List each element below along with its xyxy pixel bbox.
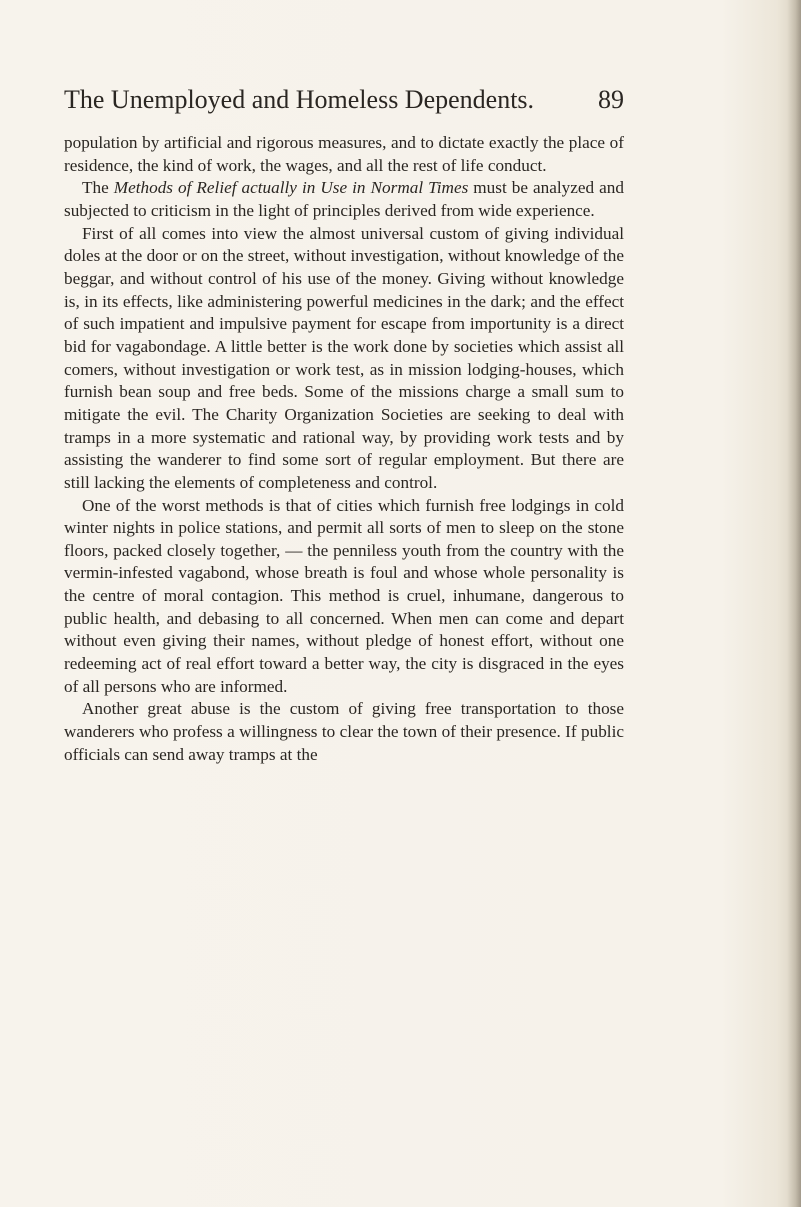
paragraph-4: One of the worst methods is that of cities which furnish free lodgings in cold winter nights in police stations, and permit all sorts of men to sleep on the stone floors, packed closely together, — the penniless youth from the country with the vermin-infested vagabond, whose breath is foul and whose whole personality is the centre of moral contagion. This method is cruel, inhumane, dangerous to public health, and debasing to all concerned. When men can come and depart without even giving their names, without pledge of honest effort, without one redeeming act of real effort toward a better way, the city is disgraced in the eyes of all persons who are informed. (64, 495, 624, 696)
paragraph-2-prefix: The (82, 178, 114, 198)
body-text (64, 132, 624, 766)
page-edge-shadow (787, 0, 801, 1207)
paragraph-5: Another great abuse is the custom of giving free transportation to those wanderers who profess a willingness to clear the town of their presence. If public officials can send away tramps at the (64, 699, 624, 764)
running-head (64, 80, 624, 120)
paragraph-2-suffix: must be analyzed and subjected to criticism in the light of principles derived from wide experience. (64, 178, 624, 220)
page-number: 89 (598, 85, 624, 114)
paragraph-1: population by artificial and rigorous measures, and to dictate exactly the place of residence, the kind of work, the wages, and all the rest of life conduct. (64, 133, 624, 175)
paragraph-2-italic-title: Methods of Relief actually in Use in Normal Times (113, 178, 469, 198)
paragraph-3: First of all comes into view the almost universal custom of giving individual doles at the door or on the street, without investigation, without knowledge of the beggar, and without control of his use of the money. Giving without knowledge is, in its effects, like administering powerful medicines in the dark; and the effect of such impatient and impulsive payment for escape from importunity is a direct bid for vagabondage. A little better is the work done by societies which assist all comers, without investigation or work test, as in mission lodging-houses, which furnish bean soup and free beds. Some of the missions charge a small sum to mitigate the evil. The Charity Organization Societies are seeking to deal with tramps in a more systematic and rational way, by providing work tests and by assisting the wanderer to find some sort of regular employment. But there are still lacking the elements of completeness and control. (64, 223, 624, 492)
paragraph-2 (64, 177, 624, 222)
running-head-title: The Unemployed and Homeless Dependents. (64, 85, 535, 114)
